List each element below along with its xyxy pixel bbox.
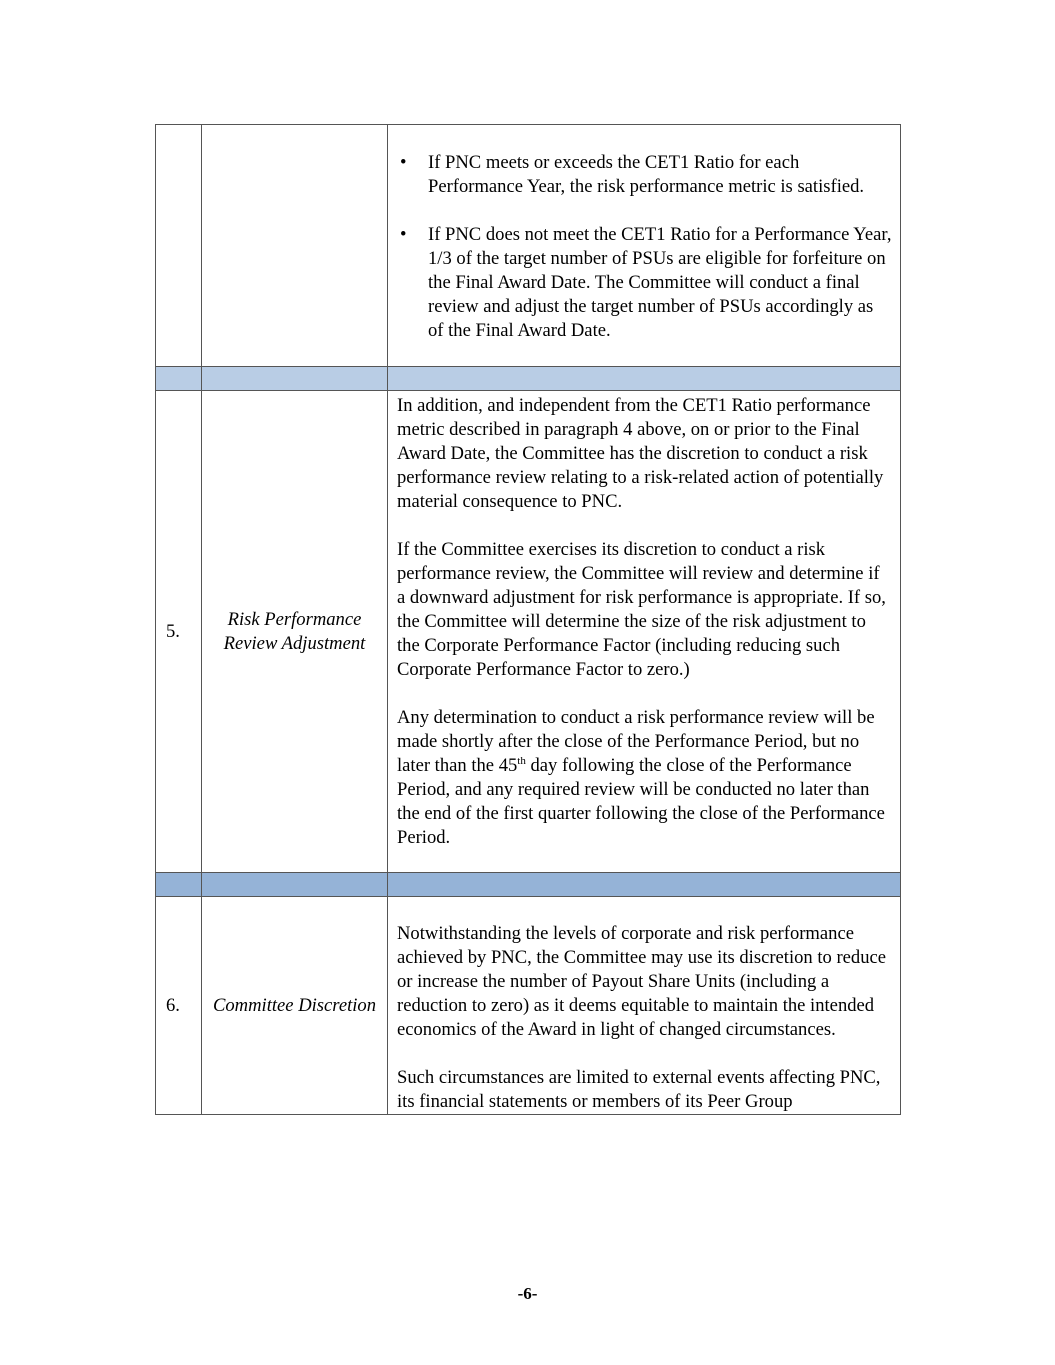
paragraph: Such circumstances are limited to external events affecting PNC, its financial statements or members of its Peer Group (397, 1067, 881, 1112)
bullet-icon: • (400, 152, 407, 173)
table-row-5 (156, 391, 901, 873)
content-cell (388, 897, 901, 1115)
paragraph: If the Committee exercises its discretion to conduct a risk performance review, the Committee will review and determine if a downward adjustment for risk performance is appropriate. If so, the Committee will determine the size of the risk adjustment to the Corporate Performance Factor (including reducing such Corporate Performance Factor to zero.) (397, 539, 886, 680)
list-item: • If PNC meets or exceeds the CET1 Ratio for each Performance Year, the risk performance metric is satisfied. (400, 152, 865, 197)
paragraph: Notwithstanding the levels of corporate and risk performance achieved by PNC, the Committee may use its discretion to reduce or increase the number of Payout Share Units (including a reduction to zero) as it deems equitable to maintain the intended economics of the Award in light of changed circumstances. (397, 923, 887, 1040)
shaded-separator-row (156, 873, 901, 897)
terms-table (155, 124, 901, 1115)
bullet-list (397, 151, 892, 343)
content-cell (388, 391, 901, 873)
row-label: Committee Discretion (202, 897, 388, 1115)
table-row-6 (156, 897, 901, 1115)
content-cell (388, 125, 901, 367)
row-number: 6. (156, 897, 202, 1115)
bullet-icon: • (400, 224, 407, 245)
number-cell (156, 125, 202, 367)
shaded-separator-row (156, 367, 901, 391)
paragraph: In addition, and independent from the CET1 Ratio performance metric described in paragraph 4 above, on or prior to the Final Award Date, the Committee has the discretion to conduct a risk performance review relating to a risk-related action of potentially material consequence to PNC. (397, 395, 884, 512)
row-label: Risk Performance Review Adjustment (202, 391, 388, 873)
list-item: • If PNC does not meet the CET1 Ratio for a Performance Year, 1/3 of the target number of PSUs are eligible for forfeiture on the Final Award Date. The Committee will conduct a final review and adjust the target number of PSUs accordingly as of the Final Award Date. (400, 224, 892, 341)
paragraph: Any determination to conduct a risk performance review will be made shortly after the close of the Performance Period, but no later than the 45th day following the close of the Performance Period, and any required review will be conducted no later than the end of the first quarter following the close of the Performance Period. (397, 707, 885, 848)
page-number: -6- (517, 1284, 538, 1303)
row-number: 5. (156, 391, 202, 873)
table-row-cet1-continued (156, 125, 901, 367)
label-cell (202, 125, 388, 367)
